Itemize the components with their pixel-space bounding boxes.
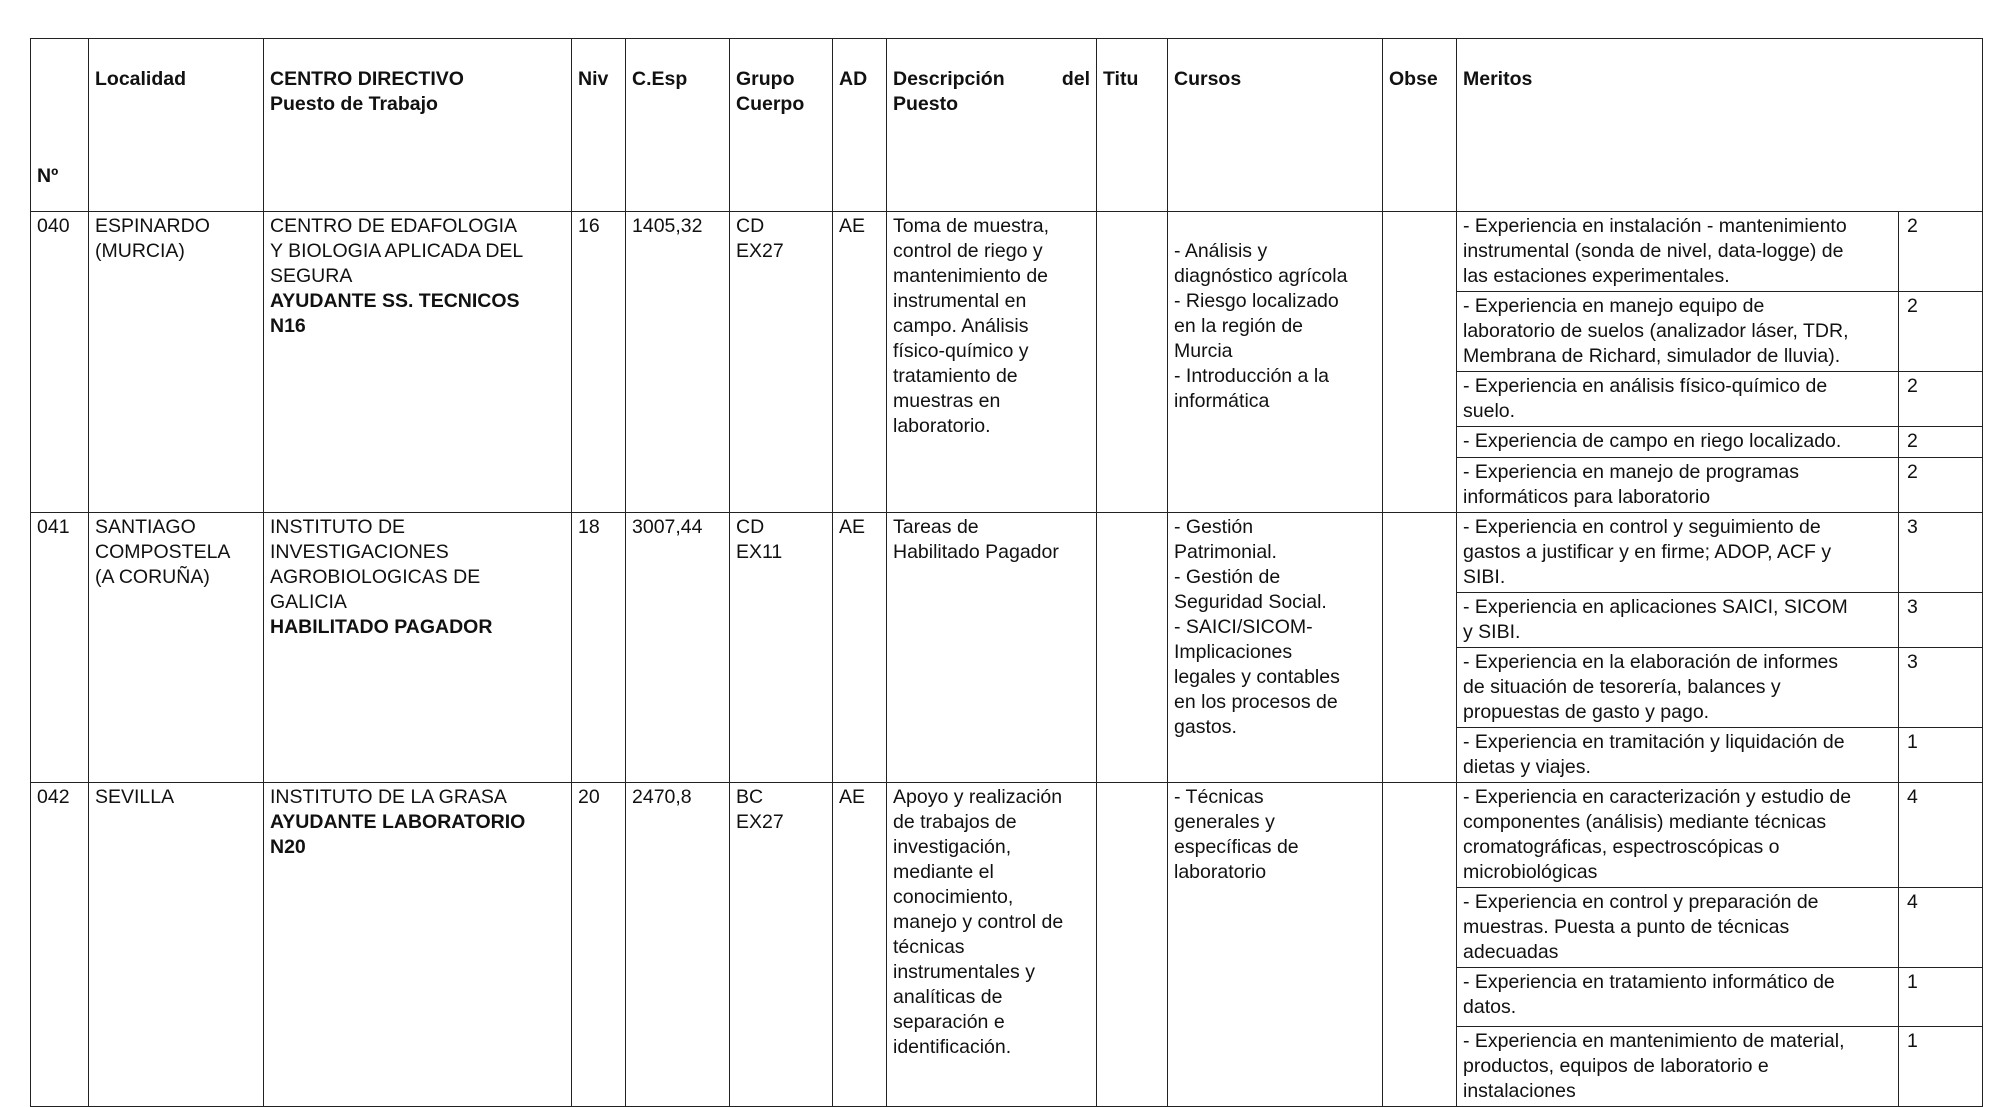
- merit-line: - Experiencia en caracterización y estudio de: [1463, 786, 1852, 808]
- merit-text: [1457, 593, 1899, 648]
- merit-line: las estaciones experimentales.: [1463, 265, 1730, 287]
- row-niv: 18: [572, 513, 626, 783]
- descripcion-line: tratamiento de: [893, 365, 1018, 387]
- puesto-line: HABILITADO PAGADOR: [270, 616, 493, 638]
- table-row: [31, 783, 1983, 888]
- header-grupo: [730, 39, 833, 212]
- row-cesp: 3007,44: [626, 513, 730, 783]
- header-cuerpo-label: Cuerpo: [736, 93, 805, 115]
- cursos-line: - Técnicas: [1174, 786, 1264, 808]
- cuerpo-value: EX27: [736, 240, 784, 262]
- descripcion-line: campo. Análisis: [893, 315, 1029, 337]
- header-niv: Niv: [572, 39, 626, 212]
- merit-score: 2: [1899, 372, 1983, 427]
- header-grupo-label: Grupo: [736, 68, 795, 90]
- descripcion-line: manejo y control de: [893, 911, 1064, 933]
- merit-text: [1457, 888, 1899, 968]
- descripcion-line: mantenimiento de: [893, 265, 1049, 287]
- localidad-line: (A CORUÑA): [95, 566, 210, 588]
- merit-line: suelo.: [1463, 400, 1516, 422]
- centro-line: INSTITUTO DE: [270, 516, 406, 538]
- row-cesp: 1405,32: [626, 212, 730, 513]
- merit-line: - Experiencia en la elaboración de informes: [1463, 651, 1839, 673]
- positions-table: [30, 38, 1983, 1107]
- row-grupo: [730, 212, 833, 513]
- header-centro: [264, 39, 572, 212]
- puesto-line: N20: [270, 836, 306, 858]
- row-ad: AE: [833, 212, 887, 513]
- merit-line: componentes (análisis) mediante técnicas: [1463, 811, 1827, 833]
- merit-text: [1457, 783, 1899, 888]
- merit-score: 1: [1899, 968, 1983, 1027]
- centro-line: CENTRO DE EDAFOLOGIA: [270, 215, 518, 237]
- row-localidad: [89, 513, 264, 783]
- merit-line: laboratorio de suelos (analizador láser, TDR,: [1463, 320, 1849, 342]
- row-titu: [1097, 212, 1168, 513]
- merit-line: - Experiencia en tratamiento informático de: [1463, 971, 1835, 993]
- merit-line: productos, equipos de laboratorio e: [1463, 1055, 1769, 1077]
- merit-score: 1: [1899, 1027, 1983, 1107]
- cursos-line: Implicaciones: [1174, 641, 1293, 663]
- header-no: Nº: [31, 39, 89, 212]
- merit-text: [1457, 372, 1899, 427]
- row-number: 040: [31, 212, 89, 513]
- merit-line: de situación de tesorería, balances y: [1463, 676, 1781, 698]
- header-descripcion-puesto: Puesto: [893, 93, 959, 115]
- cursos-line: laboratorio: [1174, 861, 1267, 883]
- puesto-line: AYUDANTE SS. TECNICOS: [270, 290, 520, 312]
- descripcion-line: físico-químico y: [893, 340, 1029, 362]
- row-descripcion: [887, 513, 1097, 783]
- merit-text: [1457, 968, 1899, 1027]
- cursos-line: - Gestión de: [1174, 566, 1281, 588]
- merit-score: 3: [1899, 513, 1983, 593]
- merit-line: - Experiencia en aplicaciones SAICI, SICOM: [1463, 596, 1848, 618]
- merit-score: 4: [1899, 888, 1983, 968]
- header-localidad: Localidad: [89, 39, 264, 212]
- descripcion-line: investigación,: [893, 836, 1012, 858]
- header-obse: Obse: [1383, 39, 1457, 212]
- puesto-line: AYUDANTE LABORATORIO: [270, 811, 526, 833]
- merit-line: adecuadas: [1463, 941, 1559, 963]
- descripcion-line: control de riego y: [893, 240, 1043, 262]
- centro-line: SEGURA: [270, 265, 353, 287]
- descripcion-line: instrumentales y: [893, 961, 1035, 983]
- merit-line: - Experiencia en mantenimiento de material,: [1463, 1030, 1845, 1052]
- merit-score: 3: [1899, 593, 1983, 648]
- header-row: [31, 39, 1983, 212]
- cursos-line: Murcia: [1174, 340, 1233, 362]
- header-cesp: C.Esp: [626, 39, 730, 212]
- row-descripcion: [887, 212, 1097, 513]
- cursos-spacer: [1174, 214, 1376, 239]
- cursos-line: Patrimonial.: [1174, 541, 1277, 563]
- descripcion-line: Apoyo y realización: [893, 786, 1063, 808]
- centro-line: INVESTIGACIONES: [270, 541, 449, 563]
- table-row: [31, 212, 1983, 292]
- merit-line: cromatográficas, espectroscópicas o: [1463, 836, 1780, 858]
- row-number: 042: [31, 783, 89, 1107]
- cursos-line: - Análisis y: [1174, 240, 1268, 262]
- merit-line: datos.: [1463, 996, 1517, 1018]
- merit-text: [1457, 427, 1899, 458]
- merit-line: - Experiencia en control y preparación de: [1463, 891, 1819, 913]
- merit-line: SIBI.: [1463, 566, 1506, 588]
- merit-text: [1457, 1027, 1899, 1107]
- row-titu: [1097, 513, 1168, 783]
- merit-score: 2: [1899, 427, 1983, 458]
- merit-line: - Experiencia en control y seguimiento de: [1463, 516, 1821, 538]
- cursos-line: - Gestión: [1174, 516, 1254, 538]
- merit-text: [1457, 728, 1899, 783]
- merit-line: y SIBI.: [1463, 621, 1521, 643]
- merit-line: - Experiencia en manejo de programas: [1463, 461, 1800, 483]
- merit-line: - Experiencia en tramitación y liquidación de: [1463, 731, 1845, 753]
- descripcion-line: muestras en: [893, 390, 1001, 412]
- merit-line: instalaciones: [1463, 1080, 1576, 1102]
- row-grupo: [730, 513, 833, 783]
- localidad-line: (MURCIA): [95, 240, 185, 262]
- merit-line: - Experiencia en análisis físico-químico de: [1463, 375, 1828, 397]
- localidad-line: COMPOSTELA: [95, 541, 231, 563]
- cursos-line: - Riesgo localizado: [1174, 290, 1339, 312]
- header-puesto-trabajo: Puesto de Trabajo: [270, 93, 438, 115]
- merit-score: 2: [1899, 212, 1983, 292]
- cuerpo-value: EX27: [736, 811, 784, 833]
- merit-score: 4: [1899, 783, 1983, 888]
- merit-text: [1457, 292, 1899, 372]
- centro-line: AGROBIOLOGICAS DE: [270, 566, 481, 588]
- descripcion-line: de trabajos de: [893, 811, 1017, 833]
- localidad-line: ESPINARDO: [95, 215, 210, 237]
- localidad-line: SEVILLA: [95, 786, 175, 808]
- row-titu: [1097, 783, 1168, 1107]
- header-cursos: Cursos: [1168, 39, 1383, 212]
- table-row: [31, 513, 1983, 593]
- cursos-line: legales y contables: [1174, 666, 1340, 688]
- header-ad: AD: [833, 39, 887, 212]
- merit-line: Membrana de Richard, simulador de lluvia).: [1463, 345, 1841, 367]
- descripcion-line: separación e: [893, 1011, 1005, 1033]
- row-niv: 20: [572, 783, 626, 1107]
- grupo-value: BC: [736, 786, 764, 808]
- header-descripcion: [887, 39, 1097, 212]
- row-localidad: [89, 783, 264, 1107]
- cursos-line: diagnóstico agrícola: [1174, 265, 1348, 287]
- row-centro: [264, 212, 572, 513]
- row-ad: AE: [833, 513, 887, 783]
- merit-line: propuestas de gasto y pago.: [1463, 701, 1710, 723]
- merit-line: microbiológicas: [1463, 861, 1598, 883]
- puesto-line: N16: [270, 315, 306, 337]
- grupo-value: CD: [736, 516, 765, 538]
- row-obse: [1383, 513, 1457, 783]
- row-niv: 16: [572, 212, 626, 513]
- cursos-line: - SAICI/SICOM-: [1174, 616, 1313, 638]
- header-centro-directivo: CENTRO DIRECTIVO: [270, 68, 464, 90]
- merit-score: 3: [1899, 648, 1983, 728]
- row-grupo: [730, 783, 833, 1107]
- header-descripcion-label: Descripción del: [893, 68, 1090, 90]
- row-cursos: [1168, 212, 1383, 513]
- merit-line: - Experiencia de campo en riego localizado.: [1463, 430, 1842, 452]
- row-cesp: 2470,8: [626, 783, 730, 1107]
- merit-score: 2: [1899, 458, 1983, 513]
- cuerpo-value: EX11: [736, 541, 783, 563]
- merit-line: - Experiencia en manejo equipo de: [1463, 295, 1765, 317]
- row-descripcion: [887, 783, 1097, 1107]
- descripcion-line: identificación.: [893, 1036, 1012, 1058]
- centro-line: Y BIOLOGIA APLICADA DEL: [270, 240, 524, 262]
- cursos-line: informática: [1174, 390, 1270, 412]
- descripcion-line: técnicas: [893, 936, 965, 958]
- merit-line: dietas y viajes.: [1463, 756, 1591, 778]
- row-centro: [264, 513, 572, 783]
- centro-line: INSTITUTO DE LA GRASA: [270, 786, 507, 808]
- merit-line: informáticos para laboratorio: [1463, 486, 1711, 508]
- descripcion-line: analíticas de: [893, 986, 1003, 1008]
- descripcion-line: laboratorio.: [893, 415, 991, 437]
- cursos-line: en la región de: [1174, 315, 1304, 337]
- merit-text: [1457, 648, 1899, 728]
- cursos-line: - Introducción a la: [1174, 365, 1330, 387]
- row-ad: AE: [833, 783, 887, 1107]
- row-localidad: [89, 212, 264, 513]
- row-cursos: [1168, 783, 1383, 1107]
- merit-text: [1457, 212, 1899, 292]
- merit-line: muestras. Puesta a punto de técnicas: [1463, 916, 1790, 938]
- row-number: 041: [31, 513, 89, 783]
- row-obse: [1383, 783, 1457, 1107]
- merit-text: [1457, 458, 1899, 513]
- grupo-value: CD: [736, 215, 765, 237]
- cursos-line: Seguridad Social.: [1174, 591, 1327, 613]
- header-meritos: Meritos: [1457, 39, 1983, 212]
- descripcion-line: Tareas de: [893, 516, 979, 538]
- localidad-line: SANTIAGO: [95, 516, 196, 538]
- descripcion-line: instrumental en: [893, 290, 1027, 312]
- cursos-line: en los procesos de: [1174, 691, 1338, 713]
- descripcion-line: mediante el: [893, 861, 994, 883]
- row-centro: [264, 783, 572, 1107]
- cursos-line: específicas de: [1174, 836, 1299, 858]
- header-titu: Titu: [1097, 39, 1168, 212]
- merit-line: - Experiencia en instalación - mantenimiento: [1463, 215, 1847, 237]
- descripcion-line: Toma de muestra,: [893, 215, 1050, 237]
- descripcion-line: conocimiento,: [893, 886, 1014, 908]
- merit-score: 1: [1899, 728, 1983, 783]
- merit-score: 2: [1899, 292, 1983, 372]
- merit-line: instrumental (sonda de nivel, data-logge) de: [1463, 240, 1844, 262]
- descripcion-line: Habilitado Pagador: [893, 541, 1059, 563]
- row-cursos: [1168, 513, 1383, 783]
- merit-line: gastos a justificar y en firme; ADOP, ACF y: [1463, 541, 1832, 563]
- cursos-line: generales y: [1174, 811, 1275, 833]
- centro-line: GALICIA: [270, 591, 347, 613]
- cursos-line: gastos.: [1174, 716, 1237, 738]
- row-obse: [1383, 212, 1457, 513]
- merit-text: [1457, 513, 1899, 593]
